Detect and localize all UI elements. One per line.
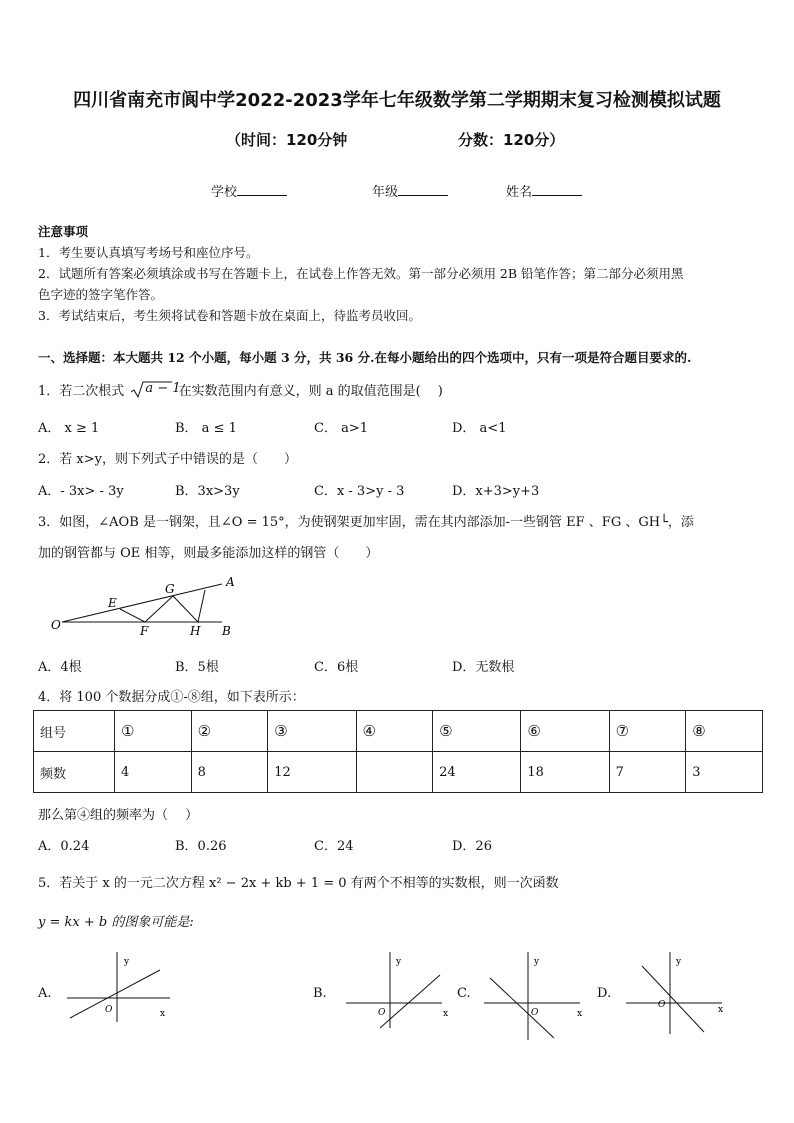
q5-graph-c[interactable]	[480, 950, 590, 1045]
q5-graph-b[interactable]	[342, 950, 452, 1030]
axis-x-label: x	[443, 1009, 449, 1019]
axis-y-label: y	[534, 957, 540, 967]
q5-graph-d[interactable]	[622, 950, 732, 1040]
table-row-group	[34, 711, 763, 752]
q5-option-b[interactable]: B.	[313, 986, 327, 1001]
name-field	[506, 181, 582, 200]
table-cell: ⑤	[433, 711, 521, 752]
grade-field	[372, 181, 448, 200]
question-5-line-2: y = kx + b 的图象可能是:	[38, 915, 194, 930]
label-b: B	[222, 624, 231, 638]
table-cell: ⑦	[609, 711, 686, 752]
question-5-line-1: 5．若关于 x 的一元二次方程 x² − 2x + kb + 1 = 0 有两个不相等的实数根，则一次函数	[38, 876, 559, 891]
q1-option-d[interactable]: D． a<1	[452, 421, 507, 436]
name-blank[interactable]	[532, 183, 582, 196]
origin-label: O	[531, 1008, 539, 1018]
table-cell: ⑧	[686, 711, 763, 752]
q2-option-d[interactable]: D．x+3>y+3	[452, 484, 540, 499]
table-cell: 7	[609, 752, 686, 793]
table-cell: 8	[191, 752, 268, 793]
q1-option-b[interactable]: B． a ≤ 1	[175, 421, 237, 436]
q2-option-a[interactable]: A．- 3x> - 3y	[38, 484, 124, 499]
question-4: 4．将 100 个数据分成①-⑧组，如下表所示：	[38, 690, 305, 705]
frequency-table	[33, 710, 763, 793]
label-f: F	[140, 624, 149, 638]
table-cell: 3	[686, 752, 763, 793]
origin-label: O	[105, 1005, 113, 1015]
q4-option-c[interactable]: C．24	[314, 839, 354, 854]
q1-option-c[interactable]: C． a>1	[314, 421, 368, 436]
school-label: 学校	[211, 185, 238, 200]
page-title: 四川省南充市阆中学2022-2023学年七年级数学第二学期期末复习检测模拟试题	[73, 90, 721, 111]
q1-option-a[interactable]: A． x ≥ 1	[38, 421, 100, 436]
label-e: E	[108, 596, 117, 610]
q1-suffix: 在实数范围内有意义，则 a 的取值范围是( )	[178, 384, 443, 399]
school-field	[211, 181, 287, 200]
question-3-line-1: 3．如图，∠AOB 是一钢架，且∠O = 15°，为使钢架更加牢固，需在其内部添加-一些钢管 EF 、FG 、GH└，添	[38, 515, 694, 530]
q2-option-b[interactable]: B．3x>3y	[175, 484, 240, 499]
q1-prefix: 1．若二次根式	[38, 384, 125, 399]
q3-option-c[interactable]: C．6根	[314, 660, 359, 675]
axis-x-label: x	[160, 1009, 166, 1019]
question-4-ask: 那么第④组的频率为（ ）	[38, 808, 199, 823]
notes-item-3: 3．考试结束后，考生须将试卷和答题卡放在桌面上，待监考员收回。	[38, 308, 421, 323]
q1-radicand: a − 1	[145, 381, 181, 396]
label-o: O	[51, 618, 61, 632]
table-row-frequency	[34, 752, 763, 793]
origin-label: O	[378, 1008, 386, 1018]
q3-option-a[interactable]: A．4根	[38, 660, 82, 675]
axis-x-label: x	[718, 1005, 724, 1015]
section-heading: 一、选择题：本大题共 12 个小题，每小题 3 分，共 36 分.在每小题给出的四个选项中，只有一项是符合题目要求的.	[38, 350, 692, 365]
q5-option-c[interactable]: C.	[457, 986, 471, 1001]
q5-option-d[interactable]: D.	[597, 986, 612, 1001]
axis-y-label: y	[396, 957, 402, 967]
table-cell: 18	[521, 752, 609, 793]
grade-label: 年级	[372, 185, 399, 200]
notes-heading: 注意事项	[38, 224, 89, 239]
table-cell: 12	[268, 752, 356, 793]
label-g: G	[165, 582, 175, 596]
q5-graph-a[interactable]	[62, 950, 182, 1025]
table-cell: 24	[433, 752, 521, 793]
origin-label: O	[658, 1000, 666, 1010]
table-cell: ③	[268, 711, 356, 752]
label-h: H	[190, 624, 201, 638]
q4-option-d[interactable]: D．26	[452, 839, 492, 854]
name-label: 姓名	[506, 185, 533, 200]
question-1	[38, 380, 443, 399]
notes-item-2b: 色字迹的签字笔作答。	[38, 287, 164, 302]
table-cell: 组号	[34, 711, 115, 752]
exam-score: 分数：120分）	[458, 131, 565, 149]
table-cell-blank	[356, 752, 433, 793]
notes-item-1: 1．考生要认真填写考场号和座位序号。	[38, 245, 259, 260]
axis-y-label: y	[676, 957, 682, 967]
q4-option-a[interactable]: A．0.24	[38, 839, 90, 854]
table-cell: 频数	[34, 752, 115, 793]
question-3-line-2: 加的钢管都与 OE 相等，则最多能添加这样的钢管（ ）	[38, 546, 379, 561]
question-2: 2．若 x>y，则下列式子中错误的是（ ）	[38, 452, 297, 467]
steel-frame-figure	[40, 572, 250, 644]
label-a: A	[226, 575, 235, 589]
q4-option-b[interactable]: B．0.26	[175, 839, 227, 854]
grade-blank[interactable]	[398, 183, 448, 196]
table-cell: ④	[356, 711, 433, 752]
axis-x-label: x	[577, 1009, 583, 1019]
axis-y-label: y	[124, 957, 130, 967]
q5-option-a[interactable]: A.	[38, 986, 52, 1001]
q3-option-b[interactable]: B．5根	[175, 660, 219, 675]
q2-option-c[interactable]: C．x - 3>y - 3	[314, 484, 405, 499]
sqrt-expression	[130, 381, 181, 399]
table-cell: 4	[115, 752, 192, 793]
notes-block	[38, 221, 760, 326]
table-cell: ②	[191, 711, 268, 752]
q3-option-d[interactable]: D．无数根	[452, 660, 515, 675]
notes-item-2a: 2．试题所有答案必须填涂或书写在答题卡上，在试卷上作答无效。第一部分必须用 2B 铅笔作答；第二部分必须用黑	[38, 266, 684, 281]
school-blank[interactable]	[237, 183, 287, 196]
table-cell: ⑥	[521, 711, 609, 752]
table-cell: ①	[115, 711, 192, 752]
exam-time: （时间：120分钟	[226, 131, 348, 149]
